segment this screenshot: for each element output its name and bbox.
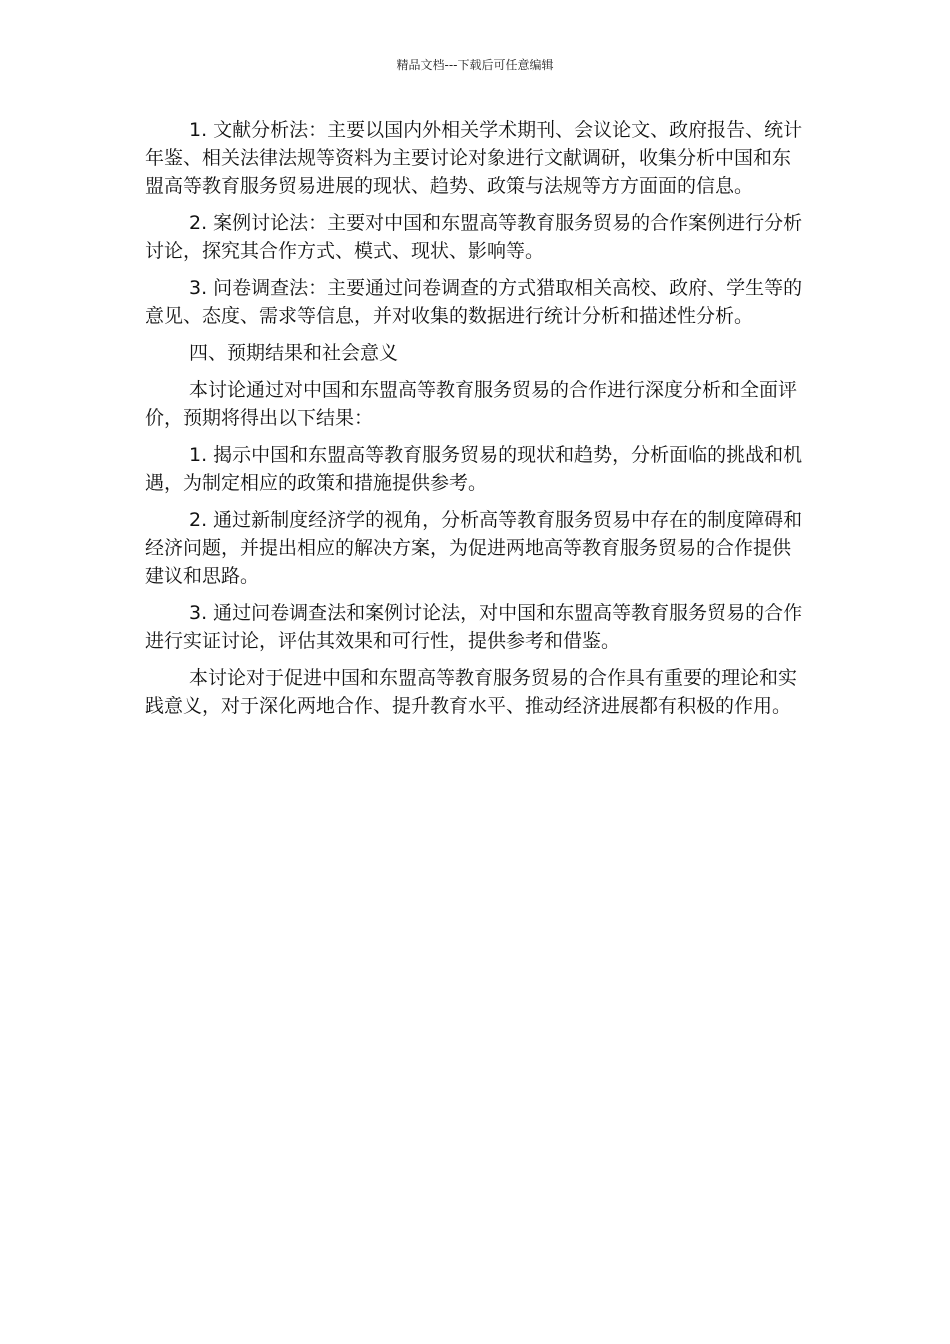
method-questionnaire: 3. 问卷调查法：主要通过问卷调查的方式猎取相关高校、政府、学生等的意见、态度、需求等信息，并对收集的数据进行统计分析和描述性分析。 <box>145 277 803 327</box>
document-body <box>145 116 805 729</box>
significance-paragraph: 本讨论对于促进中国和东盟高等教育服务贸易的合作具有重要的理论和实践意义，对于深化两地合作、提升教育水平、推动经济进展都有积极的作用。 <box>145 667 798 717</box>
results-intro: 本讨论通过对中国和东盟高等教育服务贸易的合作进行深度分析和全面评价，预期将得出以下结果： <box>145 379 798 429</box>
result-item-3: 3. 通过问卷调查法和案例讨论法，对中国和东盟高等教育服务贸易的合作进行实证讨论，评估其效果和可行性，提供参考和借鉴。 <box>145 602 803 652</box>
result-item-2: 2. 通过新制度经济学的视角，分析高等教育服务贸易中存在的制度障碍和经济问题，并提出相应的解决方案，为促进两地高等教育服务贸易的合作提供建议和思路。 <box>145 509 803 587</box>
method-literature-analysis: 1. 文献分析法：主要以国内外相关学术期刊、会议论文、政府报告、统计年鉴、相关法律法规等资料为主要讨论对象进行文献调研，收集分析中国和东盟高等教育服务贸易进展的现状、趋势、政策与法规等方方面面的信息。 <box>145 119 803 197</box>
page-header: 精品文档---下载后可任意编辑 <box>396 58 554 72</box>
section-heading-expected-results: 四、预期结果和社会意义 <box>189 342 399 364</box>
result-item-1: 1. 揭示中国和东盟高等教育服务贸易的现状和趋势，分析面临的挑战和机遇，为制定相应的政策和措施提供参考。 <box>145 444 803 494</box>
method-case-study: 2. 案例讨论法：主要对中国和东盟高等教育服务贸易的合作案例进行分析讨论，探究其合作方式、模式、现状、影响等。 <box>145 212 803 262</box>
